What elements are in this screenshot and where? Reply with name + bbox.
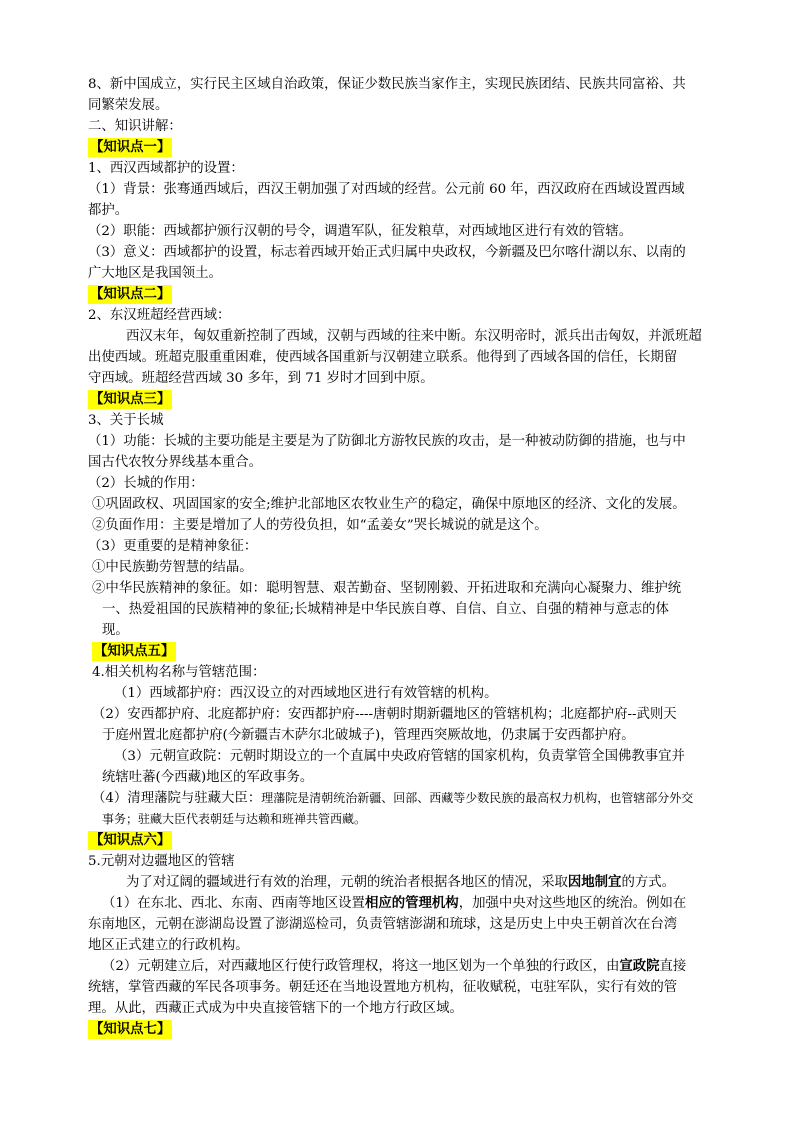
text-run: 的方式。 [621, 875, 676, 890]
text-line [88, 788, 714, 809]
text-line: 统辖吐蕃(今西藏)地区的军政事务。 [102, 770, 314, 785]
text-line: （2）安西都护府、北庭都护府：安西都护府----唐朝时期新疆地区的管辖机构；北庭都护府--武则天 [92, 707, 677, 722]
subheading: 4.相关机构名称与管辖范围： [92, 665, 266, 680]
section-heading: 二、知识讲解： [88, 119, 182, 134]
text-line [88, 956, 714, 977]
text-line: 地区正式建立的行政机构。 [88, 938, 249, 953]
text-line: （2）长城的作用： [88, 476, 204, 491]
text-line: （1）背景：张骞通西域后，西汉王朝加强了对西域的经营。公元前 60 年，西汉政府在西域设置西域 [88, 182, 685, 197]
text-line: （3）元朝宣政院：元朝时期设立的一个直属中央政府管辖的国家机构，负责掌管全国佛教事宜并 [114, 749, 685, 764]
knowledge-point-tag: 【知识点二】 [90, 286, 171, 302]
emphasis-text: 宣政院 [619, 958, 660, 974]
text-line: （1）西域都护府：西汉设立的对西域地区进行有效管辖的机构。 [114, 686, 498, 701]
text-run: 为了对辽阔的疆域进行有效的治理，元朝的统治者根据各地区的情况，采取 [126, 875, 568, 890]
text-line: 一、热爱祖国的民族精神的象征;长城精神是中华民族自尊、自信、自立、自强的精神与意志的体 [102, 602, 669, 617]
text-line: 广大地区是我国领土。 [88, 266, 222, 281]
text-line: （3）意义：西域都护的设置，标志着西域开始正式归属中央政权，今新疆及巴尔喀什湖以东、以南的 [88, 245, 686, 260]
subheading: 3、关于长城 [88, 413, 164, 428]
text-line: ②负面作用：主要是增加了人的劳役负担，如“孟姜女”哭长城说的就是这个。 [92, 518, 548, 533]
text-line: 统辖，掌管西藏的军民各项事务。朝廷还在当地设置地方机构，征收赋税，屯驻军队，实行有效的管 [88, 980, 678, 995]
text-line: （3）更重要的是精神象征： [88, 539, 258, 554]
text-run: （2）元朝建立后，对西藏地区行使行政管理权，将这一地区划为一个单独的行政区，由 [102, 959, 620, 974]
text-line: 都护。 [88, 203, 129, 218]
text-line: ①中民族勤劳智慧的结晶。 [92, 560, 253, 575]
text-line: 同繁荣发展。 [88, 98, 169, 113]
text-run: ，加强中央对这些地区的统治。例如在 [458, 896, 687, 911]
emphasis-text: 相应的管理机构 [364, 895, 459, 911]
knowledge-point-tag: 【知识点五】 [94, 643, 175, 659]
text-line: （1）功能：长城的主要功能是主要是为了防御北方游牧民族的攻击，是一种被动防御的措施，也与中 [88, 434, 686, 449]
knowledge-point-tag: 【知识点六】 [90, 832, 171, 848]
text-run: 理藩院是清朝统治新疆、回部、西藏等少数民族的最高权力机构，也管辖部分外交 [261, 791, 694, 805]
knowledge-point-tag: 【知识点一】 [90, 139, 171, 155]
text-line: （2）职能：西域都护颁行汉朝的号令，调遣军队，征发粮草，对西域地区进行有效的管辖。 [88, 224, 633, 239]
text-line: 出使西域。班超克服重重困难，使西域各国重新与汉朝建立联系。他得到了西域各国的信任，长期留 [88, 350, 678, 365]
subheading: 1、西汉西域都护的设置： [88, 161, 244, 176]
text-line: 守西域。班超经营西域 30 多年，到 71 岁时才回到中原。 [88, 371, 434, 386]
text-line: 于庭州置北庭都护府(今新疆吉木萨尔北破城子)，管理西突厥故地，仍隶属于安西都护府。 [102, 728, 635, 743]
text-run: （4）清理藩院与驻藏大臣： [92, 791, 262, 806]
document-page [88, 74, 714, 1040]
text-line: 西汉末年，匈奴重新控制了西域，汉朝与西域的往来中断。东汉明帝时，派兵出击匈奴，并派班超 [126, 329, 702, 344]
text-line: 理。从此，西藏正式成为中央直接管辖下的一个地方行政区域。 [88, 1001, 463, 1016]
text-line: 事务；驻藏大臣代表朝廷与达赖和班禅共管西藏。 [102, 812, 367, 826]
text-line: 东南地区，元朝在澎湖岛设置了澎湖巡检司，负责管辖澎湖和琉球，这是历史上中央王朝首次在台湾 [88, 917, 678, 932]
text-run: （1）在东北、西北、东南、西南等地区设置 [102, 896, 365, 911]
text-line [88, 872, 714, 893]
text-line: ②中华民族精神的象征。如：聪明智慧、艰苦勤奋、坚韧刚毅、开拓进取和充满向心凝聚力、维护统 [92, 581, 682, 596]
knowledge-point-tag: 【知识点七】 [90, 1021, 171, 1037]
text-line: ①巩固政权、巩固国家的安全;维护北部地区农牧业生产的稳定，确保中原地区的经济、文化的发展。 [92, 497, 686, 512]
emphasis-text: 因地制宜 [567, 874, 622, 890]
subheading: 2、东汉班超经营西域： [88, 308, 231, 323]
text-line: 8、新中国成立，实行民主区域自治政策，保证少数民族当家作主，实现民族团结、民族共同富裕、共 [88, 77, 686, 92]
text-line [88, 893, 714, 914]
subheading: 5.元朝对边疆地区的管辖 [88, 854, 235, 869]
knowledge-point-tag: 【知识点三】 [90, 391, 171, 407]
text-line: 现。 [102, 623, 129, 638]
text-run: 直接 [659, 959, 687, 974]
text-line: 国古代农牧分界线基本重合。 [88, 455, 263, 470]
